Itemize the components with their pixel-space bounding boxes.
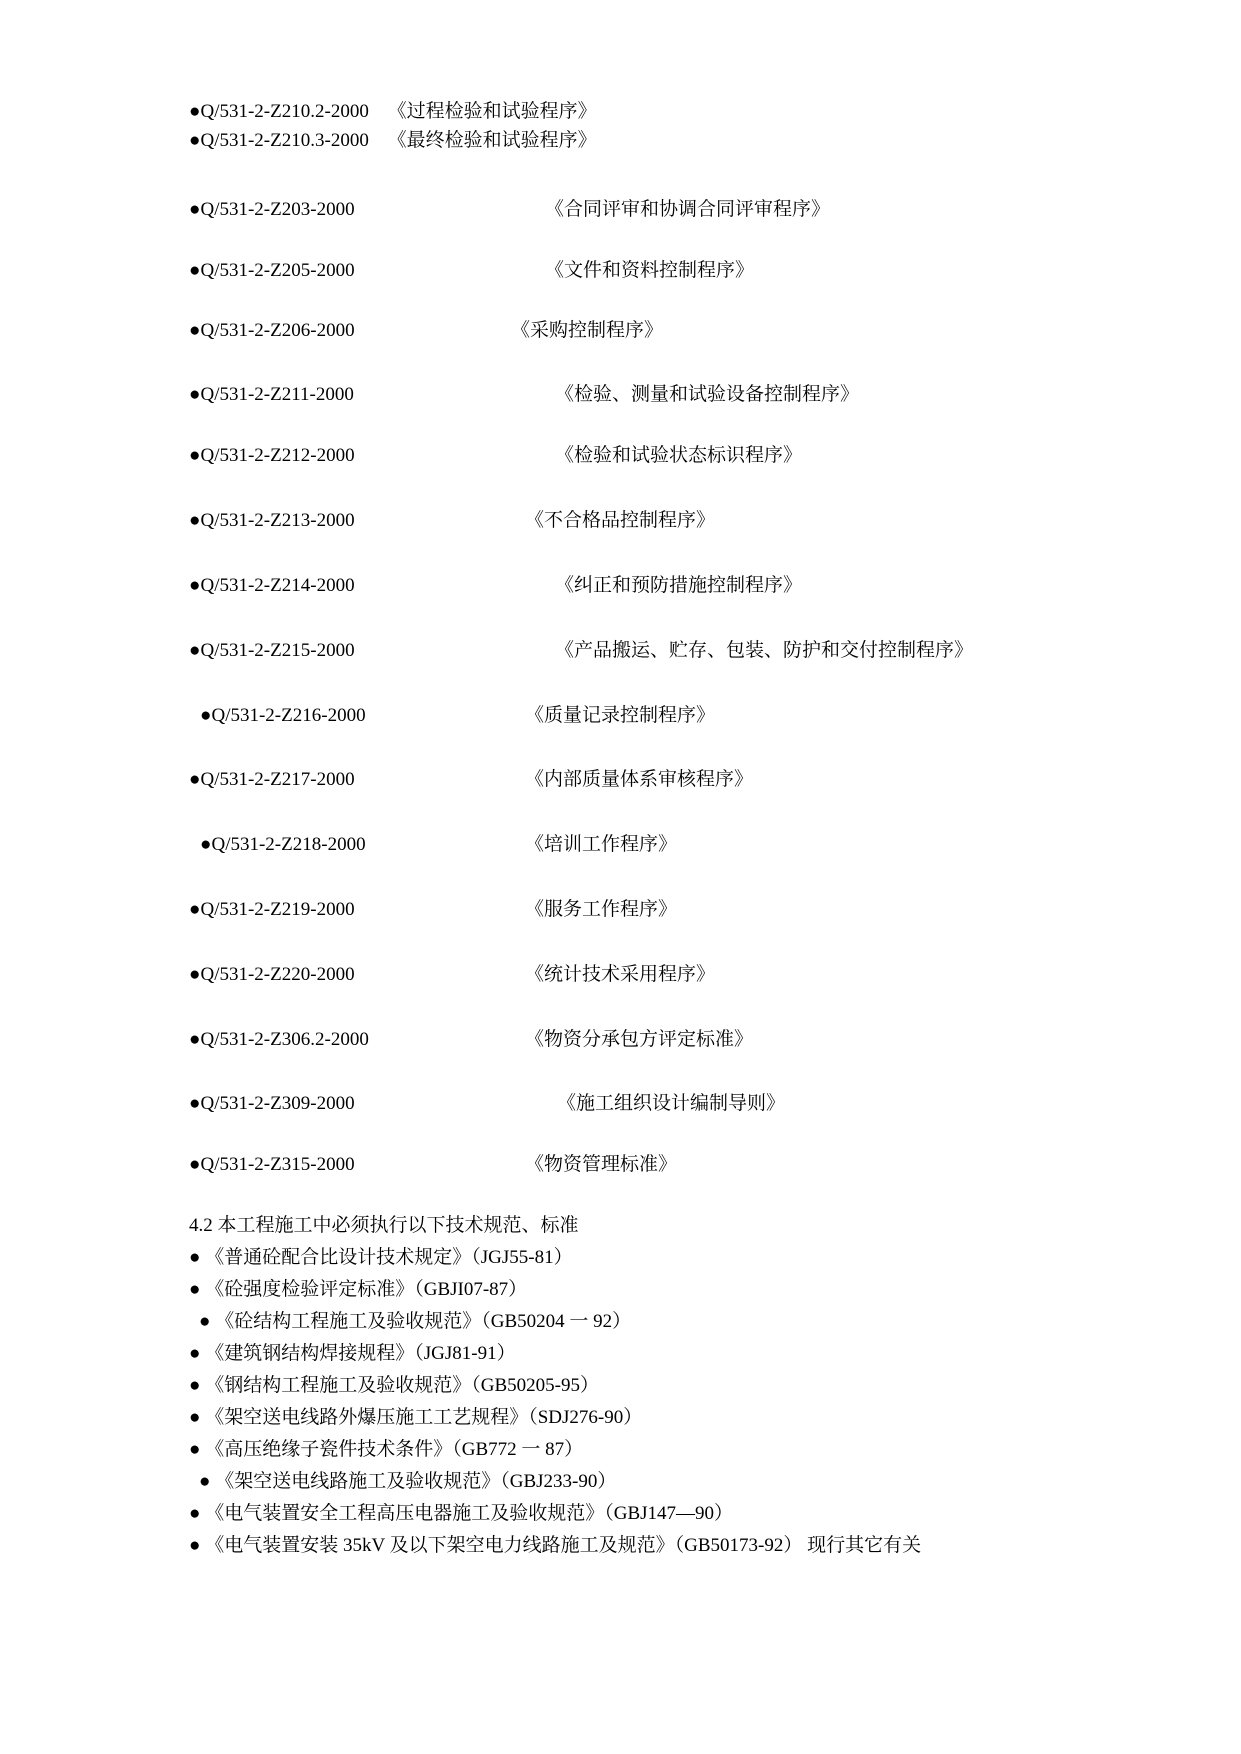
procedure-title: 《质量记录控制程序》 [525,705,716,726]
procedure-title: 《施工组织设计编制导则》 [557,1093,786,1114]
procedure-title: 《产品搬运、贮存、包装、防护和交付控制程序》 [555,640,974,661]
procedure-title: 《采购控制程序》 [511,320,664,341]
procedure-code: ●Q/531-2-Z315-2000 [189,1154,355,1175]
procedure-code: ●Q/531-2-Z212-2000 [189,445,355,466]
standard-item: ● 《电气装置安全工程高压电器施工及验收规范》（GBJ147—90） [189,1503,734,1524]
section-heading: 4.2 本工程施工中必须执行以下技术规范、标准 [189,1215,579,1236]
standard-item: ● 《高压绝缘子瓷件技术条件》（GB772 一 87） [189,1439,584,1460]
standard-item: ● 《砼强度检验评定标准》（GBJI07-87） [189,1279,528,1300]
procedure-title: 《物资管理标准》 [525,1154,678,1175]
procedure-title: 《不合格品控制程序》 [525,510,716,531]
procedure-code: ●Q/531-2-Z309-2000 [189,1093,355,1114]
procedure-code: ●Q/531-2-Z210.2-2000 [189,101,369,122]
procedure-title: 《过程检验和试验程序》 [387,101,597,122]
standard-item: ● 《钢结构工程施工及验收规范》（GB50205-95） [189,1375,599,1396]
procedure-code: ●Q/531-2-Z220-2000 [189,964,355,985]
procedure-title: 《服务工作程序》 [525,899,678,920]
procedure-code: ●Q/531-2-Z205-2000 [189,260,355,281]
procedure-code: ●Q/531-2-Z214-2000 [189,575,355,596]
procedure-code: ●Q/531-2-Z206-2000 [189,320,355,341]
procedure-code: ●Q/531-2-Z218-2000 [200,834,366,855]
standard-item: ● 《建筑钢结构焊接规程》（JGJ81-91） [189,1343,516,1364]
procedure-title: 《检验、测量和试验设备控制程序》 [555,384,860,405]
standard-item: ● 《砼结构工程施工及验收规范》（GB50204 一 92） [199,1311,632,1332]
procedure-title: 《检验和试验状态标识程序》 [555,445,803,466]
procedure-code: ●Q/531-2-Z219-2000 [189,899,355,920]
procedure-title: 《培训工作程序》 [525,834,678,855]
standard-item: ● 《电气装置安装 35kV 及以下架空电力线路施工及规范》（GB50173-92） 现行其它有关 [189,1535,922,1556]
procedure-code: ●Q/531-2-Z306.2-2000 [189,1029,369,1050]
procedure-line [189,100,597,124]
procedure-title: 《合同评审和协调合同评审程序》 [545,199,831,220]
procedure-code: ●Q/531-2-Z217-2000 [189,769,355,790]
procedure-title: 《文件和资料控制程序》 [545,260,755,281]
procedure-title: 《最终检验和试验程序》 [387,130,597,151]
procedure-code: ●Q/531-2-Z203-2000 [189,199,355,220]
procedure-line [189,129,597,153]
procedure-code: ●Q/531-2-Z211-2000 [189,384,354,405]
procedure-title: 《统计技术采用程序》 [525,964,716,985]
procedure-code: ●Q/531-2-Z210.3-2000 [189,130,369,151]
procedure-code: ●Q/531-2-Z213-2000 [189,510,355,531]
standard-item: ● 《架空送电线路施工及验收规范》（GBJ233-90） [199,1471,617,1492]
standard-item: ● 《架空送电线路外爆压施工工艺规程》（SDJ276-90） [189,1407,643,1428]
procedure-title: 《物资分承包方评定标准》 [525,1029,754,1050]
procedure-title: 《内部质量体系审核程序》 [525,769,754,790]
procedure-code: ●Q/531-2-Z216-2000 [200,705,366,726]
standard-item: ● 《普通砼配合比设计技术规定》（JGJ55-81） [189,1247,573,1268]
procedure-title: 《纠正和预防措施控制程序》 [555,575,803,596]
procedure-code: ●Q/531-2-Z215-2000 [189,640,355,661]
